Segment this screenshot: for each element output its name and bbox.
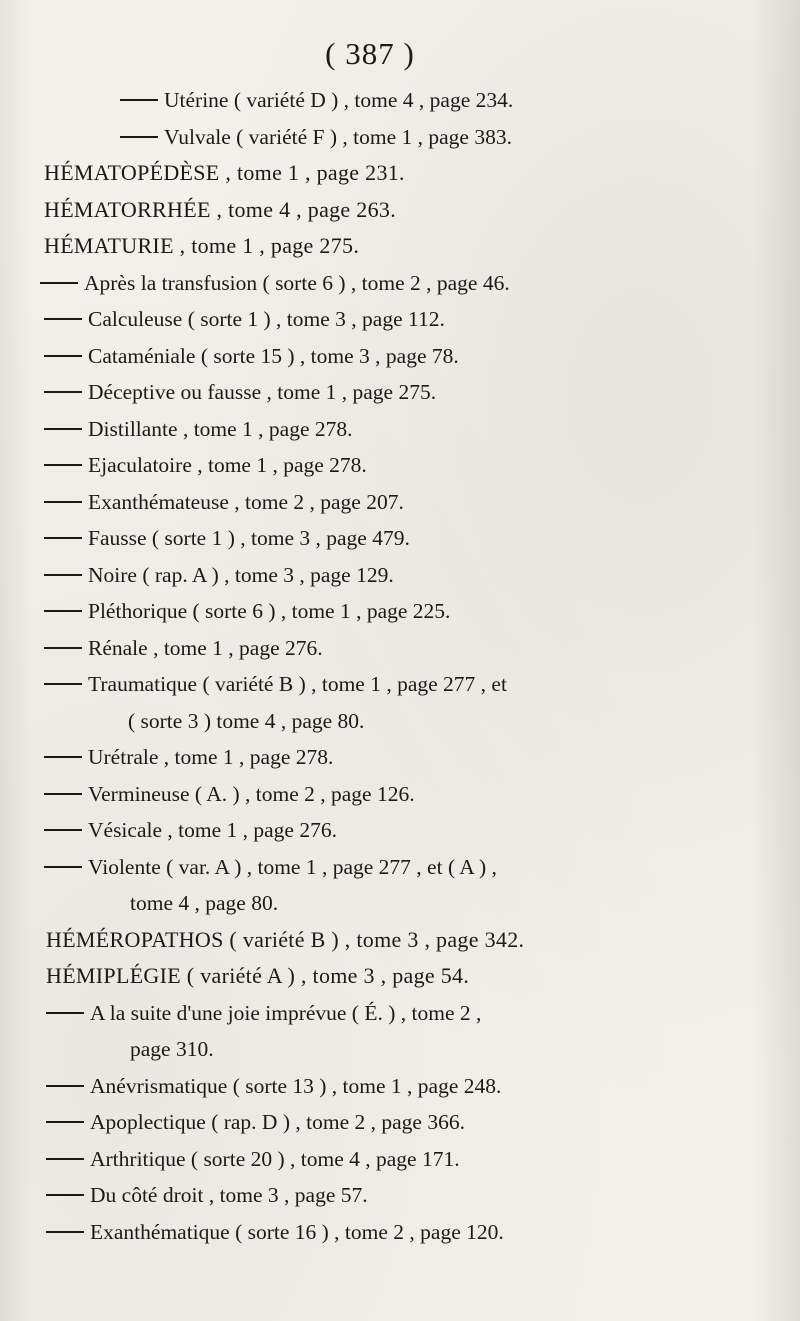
- entry-text: Exanthémateuse , tome 2 , page 207.: [88, 489, 404, 514]
- entry-dash: [46, 1085, 84, 1087]
- entry-dash: [44, 428, 82, 430]
- entry-dash: [46, 1231, 84, 1233]
- entry-text: tome 4 , page 80.: [130, 891, 279, 915]
- entry-dash: [46, 1012, 84, 1014]
- index-continuation: [0, 885, 800, 922]
- index-heading: [0, 922, 800, 959]
- entry-text: Vésicale , tome 1 , page 276.: [88, 818, 337, 842]
- entry-text: Déceptive ou fausse , tome 1 , page 275.: [88, 380, 437, 404]
- entry-dash: [120, 99, 158, 101]
- index-continuation: [0, 1031, 800, 1068]
- entry-dash: [44, 610, 82, 612]
- index-subentry: [0, 1068, 800, 1105]
- entry-text: Exanthématique ( sorte 16 ) , tome 2 , page 120.: [90, 1219, 504, 1244]
- entry-text: HÉMATORRHÉE , tome 4 , page 263.: [44, 196, 396, 222]
- entry-dash: [44, 574, 82, 576]
- entry-dash: [44, 647, 82, 649]
- entry-dash: [44, 829, 82, 831]
- index-heading: [0, 155, 800, 192]
- index-subentry: [0, 849, 800, 886]
- index-subentry: [0, 1141, 800, 1178]
- index-subentry: [0, 1214, 800, 1251]
- entry-dash: [44, 464, 82, 466]
- entry-dash: [44, 318, 82, 320]
- entry-dash: [40, 282, 78, 284]
- index-subentry: [0, 374, 800, 411]
- index-subentry: [0, 630, 800, 667]
- entry-dash: [46, 1121, 84, 1123]
- entry-text: HÉMATURIE , tome 1 , page 275.: [44, 233, 360, 258]
- entry-dash: [44, 793, 82, 795]
- index-subentry: [0, 520, 800, 557]
- index-subentry: [0, 995, 800, 1032]
- index-subentry: [0, 82, 800, 119]
- entry-text: Ejaculatoire , tome 1 , page 278.: [88, 453, 367, 477]
- entry-text: Pléthorique ( sorte 6 ) , tome 1 , page 225.: [88, 599, 451, 623]
- index-subentry: [0, 557, 800, 594]
- entry-text: Distillante , tome 1 , page 278.: [88, 416, 353, 441]
- entry-text: A la suite d'une joie imprévue ( É. ) , tome 2 ,: [90, 1000, 482, 1025]
- entry-dash: [46, 1158, 84, 1160]
- entry-text: Violente ( var. A ) , tome 1 , page 277 , et ( A ) ,: [88, 854, 497, 879]
- entry-text: Après la transfusion ( sorte 6 ) , tome 2 , page 46.: [84, 270, 510, 295]
- index-heading: [0, 192, 800, 229]
- entry-text: HÉMÉROPATHOS ( variété B ) , tome 3 , page 342.: [46, 926, 525, 952]
- entry-text: HÉMATOPÉDÈSE , tome 1 , page 231.: [44, 160, 405, 185]
- entry-text: Vulvale ( variété F ) , tome 1 , page 383.: [164, 124, 512, 149]
- entry-text: Arthritique ( sorte 20 ) , tome 4 , page 171.: [90, 1146, 460, 1171]
- entry-text: Urétrale , tome 1 , page 278.: [88, 745, 334, 769]
- index-entries: [0, 82, 800, 1250]
- index-heading: [0, 958, 800, 995]
- index-subentry: [0, 119, 800, 156]
- entry-text: Cataméniale ( sorte 15 ) , tome 3 , page 78.: [88, 343, 459, 368]
- index-subentry: [0, 1104, 800, 1141]
- entry-dash: [44, 866, 82, 868]
- entry-dash: [44, 756, 82, 758]
- entry-text: Anévrismatique ( sorte 13 ) , tome 1 , page 248.: [90, 1073, 502, 1098]
- entry-text: ( sorte 3 ) tome 4 , page 80.: [128, 708, 365, 733]
- page-number: ( 387 ): [325, 36, 415, 71]
- index-subentry: [0, 776, 800, 813]
- entry-dash: [46, 1194, 84, 1196]
- index-subentry: [0, 338, 800, 375]
- entry-text: HÉMIPLÉGIE ( variété A ) , tome 3 , page 54.: [46, 963, 470, 988]
- entry-dash: [44, 391, 82, 393]
- entry-text: Vermineuse ( A. ) , tome 2 , page 126.: [88, 781, 415, 806]
- index-continuation: [0, 703, 800, 740]
- entry-text: Calculeuse ( sorte 1 ) , tome 3 , page 112.: [88, 307, 445, 331]
- entry-dash: [44, 501, 82, 503]
- index-subentry: [0, 1177, 800, 1214]
- index-subentry: [0, 812, 800, 849]
- entry-text: Traumatique ( variété B ) , tome 1 , page 277 , et: [88, 672, 507, 696]
- entry-text: Du côté droit , tome 3 , page 57.: [90, 1183, 368, 1207]
- index-subentry: [0, 484, 800, 521]
- index-subentry: [0, 447, 800, 484]
- entry-text: Noire ( rap. A ) , tome 3 , page 129.: [88, 562, 394, 587]
- index-subentry: [0, 301, 800, 338]
- index-heading: [0, 228, 800, 265]
- index-subentry: [0, 411, 800, 448]
- entry-dash: [120, 136, 158, 138]
- entry-text: Apoplectique ( rap. D ) , tome 2 , page 366.: [90, 1110, 465, 1134]
- index-subentry: [0, 593, 800, 630]
- entry-text: Rénale , tome 1 , page 276.: [88, 635, 323, 660]
- entry-text: page 310.: [130, 1037, 214, 1061]
- index-subentry: [0, 265, 800, 302]
- entry-dash: [44, 683, 82, 685]
- entry-dash: [44, 355, 82, 357]
- entry-text: Utérine ( variété D ) , tome 4 , page 234.: [164, 88, 514, 112]
- entry-text: Fausse ( sorte 1 ) , tome 3 , page 479.: [88, 526, 410, 550]
- index-subentry: [0, 666, 800, 703]
- entry-dash: [44, 537, 82, 539]
- index-subentry: [0, 739, 800, 776]
